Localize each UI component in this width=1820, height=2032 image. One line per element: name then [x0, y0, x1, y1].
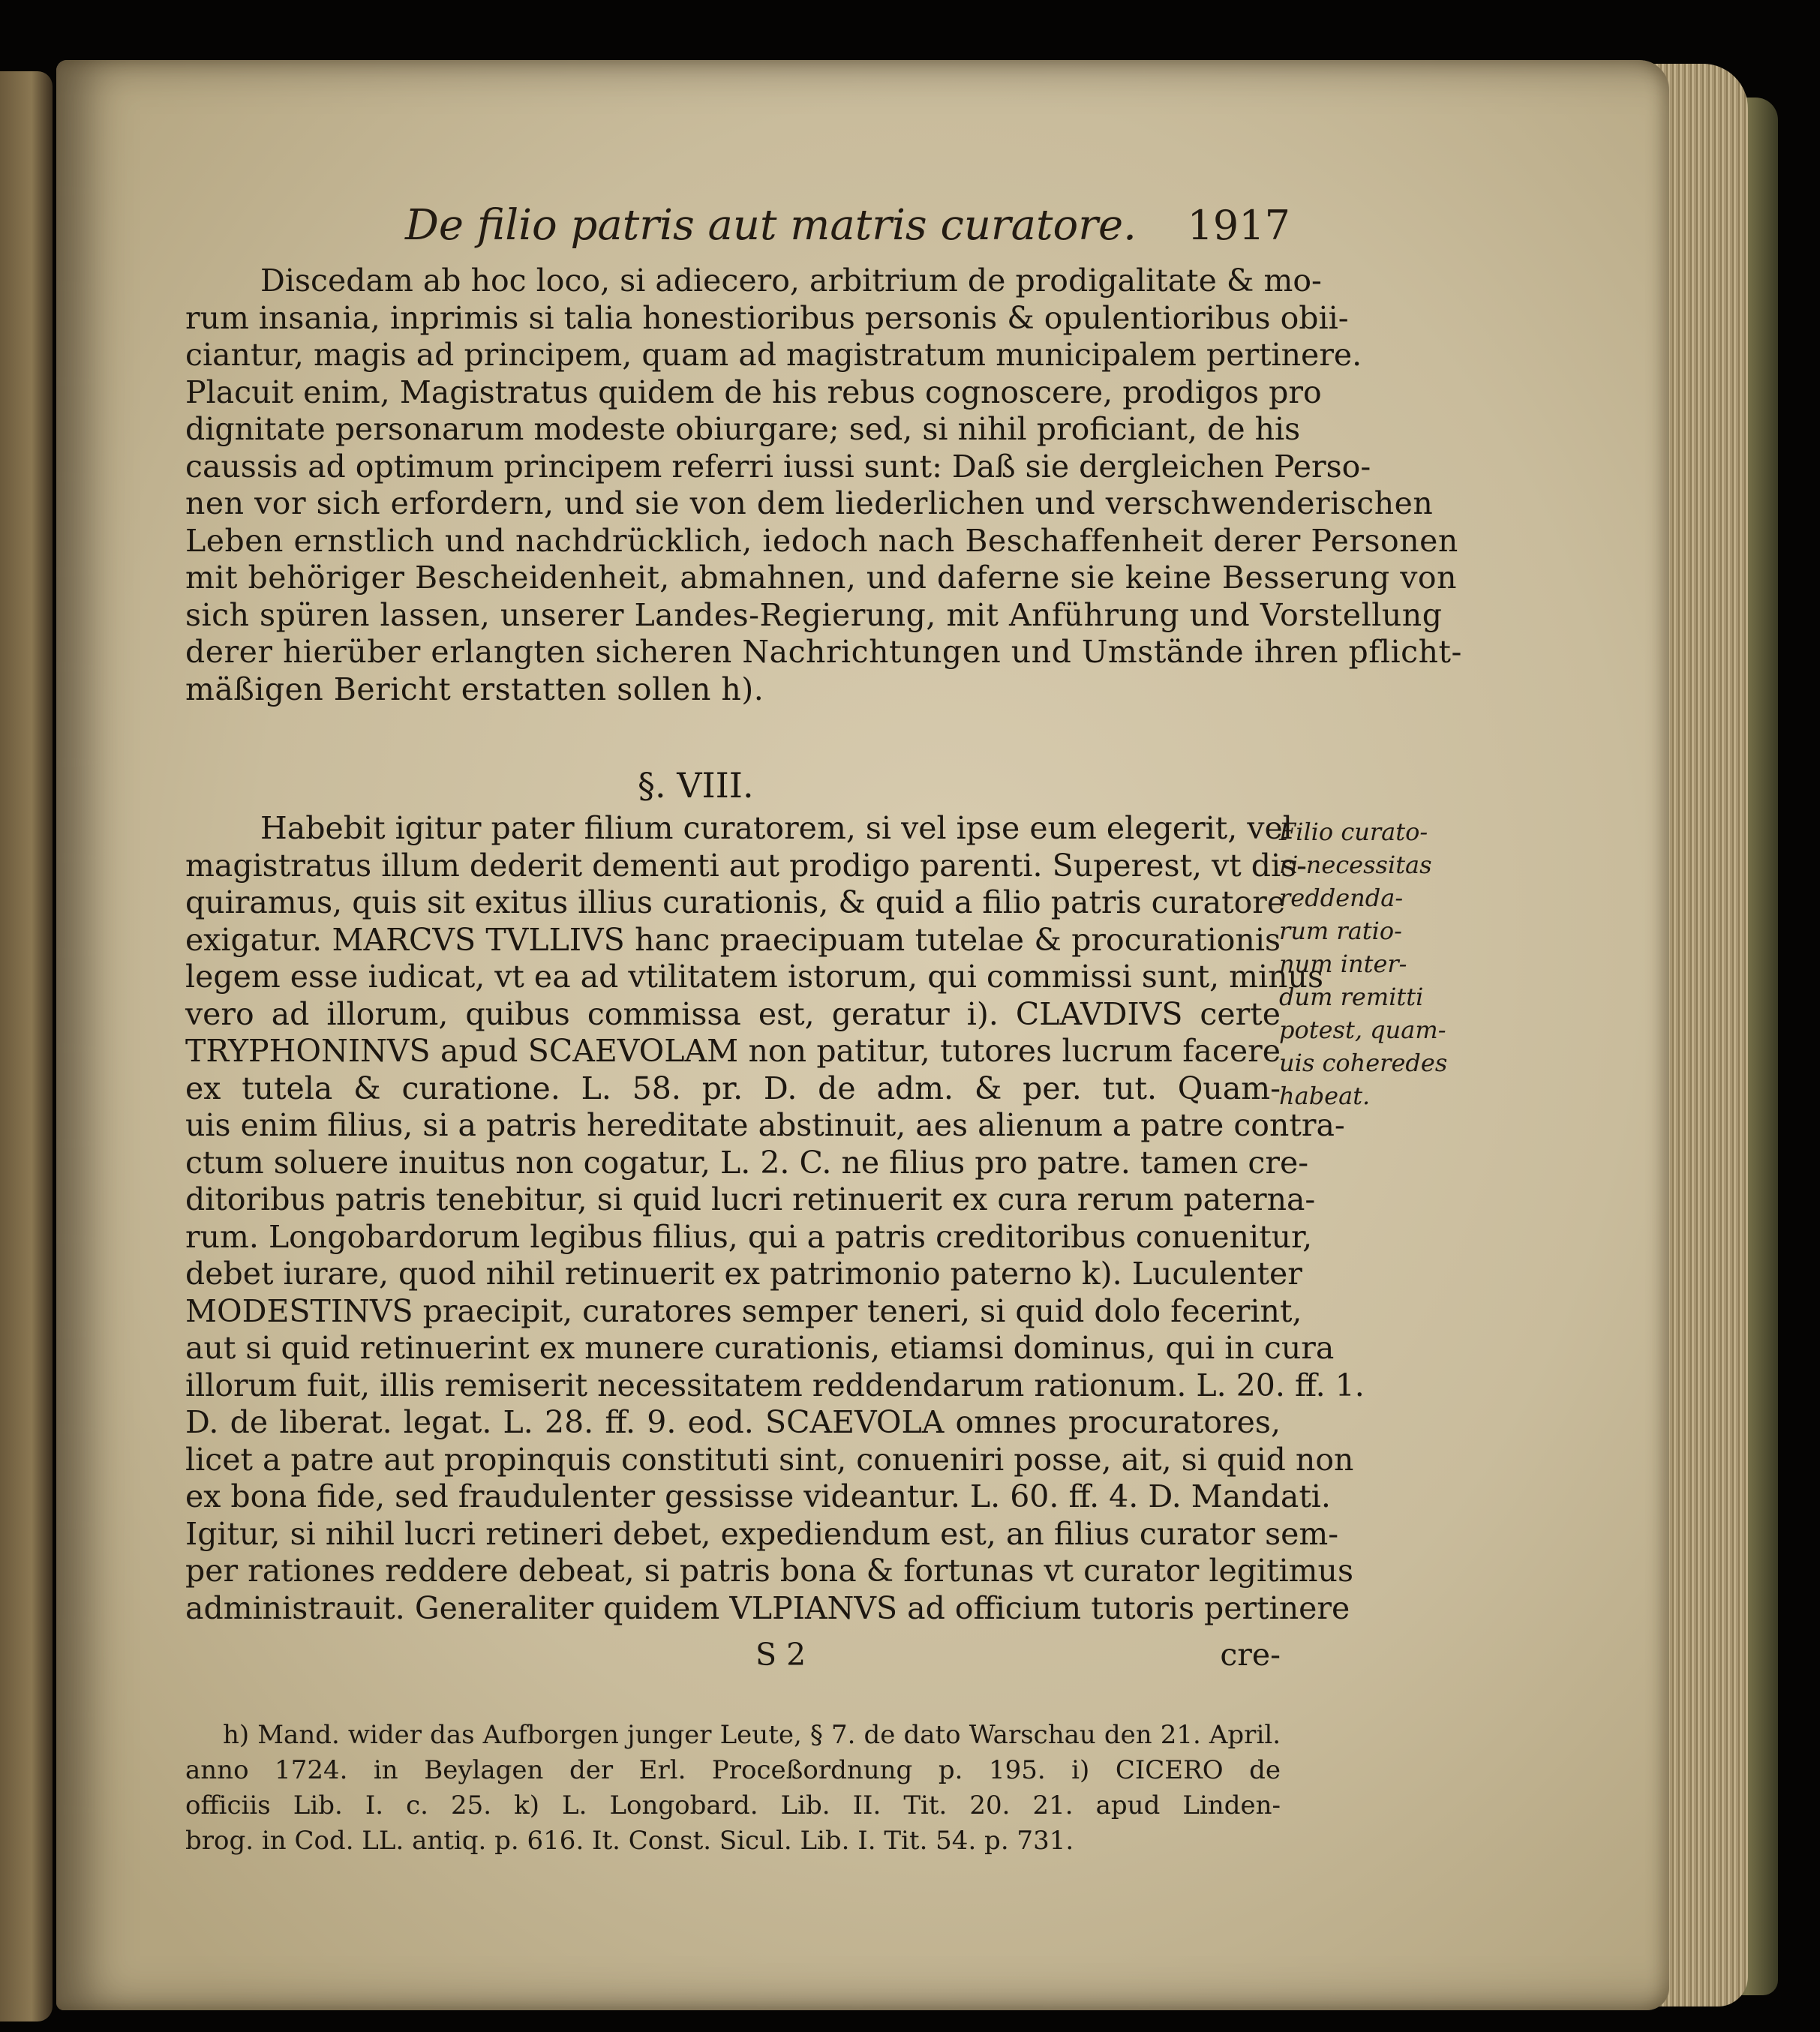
text-line: dignitate personarum modeste obiurgare; sed, si nihil proficiant, de his: [185, 411, 1301, 447]
marginal-line: num inter-: [1279, 950, 1407, 978]
text-line: Placuit enim, Magistratus quidem de his rebus cognoscere, prodigos pro: [185, 374, 1322, 410]
text-line: sich spüren lassen, unserer Landes-Regierung, mit Anführung und Vorstellung: [185, 596, 1443, 633]
marginal-line: habeat.: [1279, 1082, 1371, 1110]
text-line: debet iurare, quod nihil retinuerit ex patrimonio paterno k). Luculenter: [185, 1256, 1302, 1292]
text-line: rum. Longobardorum legibus filius, qui a patris creditoribus conuenitur,: [185, 1218, 1313, 1255]
footnote-line: h) Mand. wider das Aufborgen junger Leute, § 7. de dato Warschau den 21. April.: [223, 1720, 1281, 1750]
text-line: ditoribus patris tenebitur, si quid lucri retinuerit ex cura rerum paterna-: [185, 1181, 1316, 1217]
text-line: ex tutela & curatione. L. 58. pr. D. de adm. & per. tut. Quam-: [185, 1070, 1281, 1106]
text-line: Leben ernstlich und nachdrücklich, iedoch nach Beschaffenheit derer Personen: [185, 522, 1458, 559]
text-line: mit behöriger Bescheidenheit, abmahnen, und daferne sie keine Besserung von: [185, 560, 1457, 596]
text-line: quiramus, quis sit exitus illius curationis, & quid a filio patris curatore: [185, 884, 1286, 920]
text-line: D. de liberat. legat. L. 28. ff. 9. eod. SCAEVOLA omnes procuratores,: [185, 1404, 1281, 1440]
text-line: derer hierüber erlangten sicheren Nachrichtungen und Umstände ihren pflicht-: [185, 634, 1462, 670]
running-head: [405, 201, 1290, 250]
text-line: per rationes reddere debeat, si patris bona & fortunas vt curator legitimus: [185, 1553, 1353, 1589]
text-line: aut si quid retinuerint ex munere curationis, etiamsi dominus, qui in cura: [185, 1330, 1335, 1366]
text-line: rum insania, inprimis si talia honestioribus personis & opulentioribus obii-: [185, 299, 1349, 336]
page-number: 1917: [1187, 202, 1290, 249]
text-line: vero ad illorum, quibus commissa est, geratur i). CLAVDIVS certe: [185, 995, 1281, 1032]
text-line: illorum fuit, illis remiserit necessitatem reddendarum rationum. L. 20. ff. 1.: [185, 1367, 1365, 1403]
footnotes: [185, 1718, 1281, 1859]
section-title: §. VIII.: [638, 765, 754, 806]
marginal-line: Filio curato-: [1279, 818, 1428, 846]
text-line: Igitur, si nihil lucri retineri debet, expediendum est, an filius curator sem-: [185, 1515, 1339, 1552]
marginal-line: ri necessitas: [1279, 851, 1432, 879]
running-head-title: De filio patris aut matris curatore.: [405, 201, 1137, 250]
marginal-line: dum remitti: [1279, 983, 1424, 1011]
marginal-line: rum ratio-: [1279, 917, 1402, 945]
text-line: caussis ad optimum principem referri iussi sunt: Daß sie dergleichen Perso-: [185, 448, 1371, 485]
signature-mark: S 2: [755, 1637, 806, 1673]
left-page-edge: [0, 71, 53, 2021]
marginal-line: uis coheredes: [1279, 1049, 1448, 1077]
text-line: administrauit. Generaliter quidem VLPIANVS ad officium tutoris pertinere: [185, 1589, 1350, 1626]
text-line: Habebit igitur pater filium curatorem, si vel ipse eum elegerit, vel: [260, 810, 1293, 846]
text-line: exigatur. MARCVS TVLLIVS hanc praecipuam tutelae & procurationis: [185, 921, 1281, 958]
marginal-line: potest, quam-: [1279, 1016, 1446, 1044]
text-line: nen vor sich erfordern, und sie von dem liederlichen und verschwenderischen: [185, 485, 1434, 521]
text-line: ctum soluere inuitus non cogatur, L. 2. C. ne filius pro patre. tamen cre-: [185, 1144, 1309, 1181]
marginal-line: reddenda-: [1279, 884, 1404, 912]
text-line: ciantur, magis ad principem, quam ad magistratum municipalem pertinere.: [185, 337, 1362, 373]
text-line: MODESTINVS praecipit, curatores semper teneri, si quid dolo fecerint,: [185, 1292, 1302, 1329]
marginal-note: [1279, 815, 1448, 1112]
text-line: uis enim filius, si a patris hereditate abstinuit, aes alienum a patre contra-: [185, 1107, 1345, 1143]
text-line: Discedam ab hoc loco, si adiecero, arbitrium de prodigalitate & mo-: [260, 263, 1322, 299]
text-line: mäßigen Bericht erstatten sollen h).: [185, 671, 764, 707]
footnote-line: anno 1724. in Beylagen der Erl. Proceßordnung p. 195. i) CICERO de: [185, 1755, 1281, 1785]
text-line: magistratus illum dederit dementi aut prodigo parenti. Superest, vt dis-: [185, 847, 1307, 884]
paragraph-1: [185, 263, 1462, 708]
text-line: ex bona fide, sed fraudulenter gessisse videantur. L. 60. ff. 4. D. Mandati.: [185, 1478, 1331, 1514]
text-line: licet a patre aut propinquis constituti sint, conueniri posse, ait, si quid non: [185, 1441, 1354, 1478]
catchword: cre-: [1220, 1637, 1281, 1673]
footnote-line: officiis Lib. I. c. 25. k) L. Longobard. Lib. II. Tit. 20. 21. apud Linden-: [185, 1790, 1281, 1820]
footnote-line: brog. in Cod. LL. antiq. p. 616. It. Const. Sicul. Lib. I. Tit. 54. p. 731.: [185, 1826, 1074, 1856]
text-line: TRYPHONINVS apud SCAEVOLAM non patitur, tutores lucrum facere: [185, 1033, 1281, 1069]
text-line: legem esse iudicat, vt ea ad vtilitatem istorum, qui commissi sunt, minus: [185, 959, 1323, 995]
